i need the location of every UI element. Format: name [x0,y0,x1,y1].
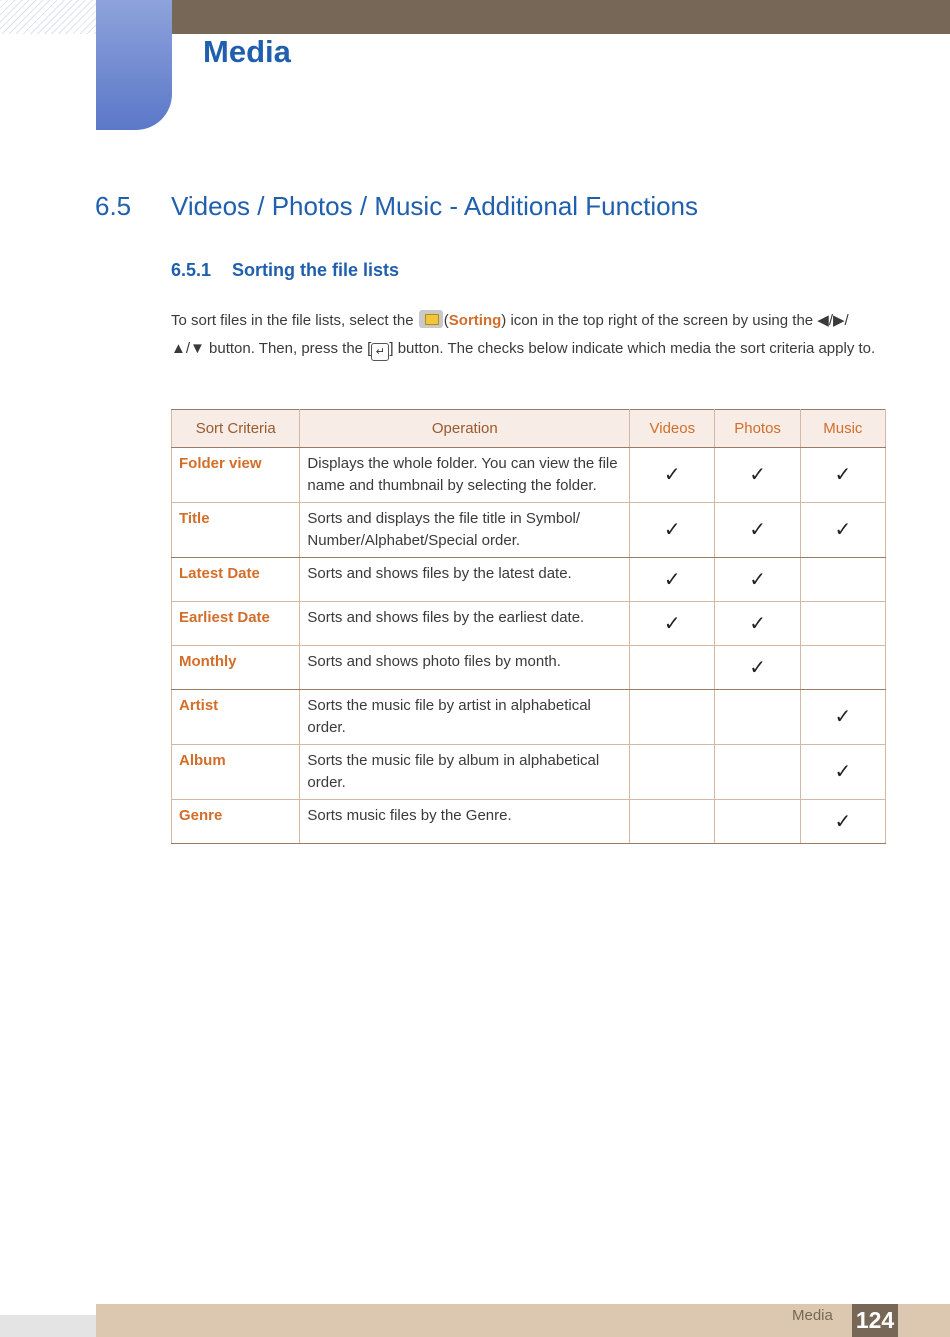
music-check-cell: ✓ [800,800,885,844]
music-check-cell: ✓ [800,503,885,558]
videos-check-cell: ✓ [630,503,715,558]
photos-check-cell [715,745,800,800]
enter-icon: ↵ [371,343,389,361]
photos-check-cell: ✓ [715,503,800,558]
videos-check-cell [630,800,715,844]
operation-cell: Sorts the music file by artist in alphabetical order. [300,690,630,745]
table-header-row [172,410,886,448]
header-hatch-decoration [0,0,96,34]
subsection-title: Sorting the file lists [232,260,400,280]
table-row [172,690,886,745]
table-row [172,745,886,800]
criteria-cell: Latest Date [172,558,300,602]
intro-paragraph [171,307,891,363]
operation-cell: Displays the whole folder. You can view the file name and thumbnail by selecting the folder. [300,448,630,503]
section-number: 6.5 [95,191,132,221]
folder-icon [419,310,443,328]
criteria-cell: Title [172,503,300,558]
table-row [172,448,886,503]
intro-text-4: ] button. The checks below indicate which media the sort criteria apply to. [389,340,876,357]
operation-cell: Sorts and displays the file title in Symbol/ Number/Alphabet/Special order. [300,503,630,558]
operation-cell: Sorts and shows files by the earliest date. [300,602,630,646]
sort-criteria-table [171,409,886,844]
photos-check-cell: ✓ [715,448,800,503]
operation-cell: Sorts the music file by album in alphabetical order. [300,745,630,800]
music-check-cell [800,646,885,690]
intro-text-1: To sort files in the file lists, select the [171,312,418,329]
operation-cell: Sorts music files by the Genre. [300,800,630,844]
footer-left-bar [0,1315,96,1337]
sorting-label: Sorting [448,312,502,329]
videos-check-cell [630,690,715,745]
videos-check-cell [630,745,715,800]
criteria-cell: Folder view [172,448,300,503]
intro-text-2: ) icon in the top right of the screen by using the ◀/▶/ [501,312,849,329]
photos-check-cell: ✓ [715,646,800,690]
chapter-title: Media [203,34,291,69]
chapter-tab-decoration [96,0,172,130]
operation-cell: Sorts and shows files by the latest date. [300,558,630,602]
music-check-cell: ✓ [800,745,885,800]
photos-check-cell [715,690,800,745]
table-row [172,800,886,844]
subsection-number: 6.5.1 [171,260,212,280]
photos-check-cell [715,800,800,844]
header-bar [96,0,950,34]
criteria-cell: Genre [172,800,300,844]
videos-check-cell: ✓ [630,448,715,503]
table-row [172,503,886,558]
footer-label: Media [792,1307,833,1324]
table-row [172,558,886,602]
criteria-cell: Earliest Date [172,602,300,646]
criteria-cell: Monthly [172,646,300,690]
music-check-cell [800,558,885,602]
table-row [172,646,886,690]
operation-cell: Sorts and shows photo files by month. [300,646,630,690]
photos-check-cell: ✓ [715,602,800,646]
videos-check-cell: ✓ [630,558,715,602]
intro-paren: ( [443,312,449,329]
header-sort-criteria: Sort Criteria [172,410,300,448]
header-operation: Operation [300,410,630,448]
music-check-cell: ✓ [800,690,885,745]
header-music: Music [800,410,885,448]
criteria-cell: Artist [172,690,300,745]
section-title: Videos / Photos / Music - Additional Functions [171,191,699,221]
photos-check-cell: ✓ [715,558,800,602]
videos-check-cell [630,646,715,690]
subsection-heading [171,260,399,281]
music-check-cell [800,602,885,646]
intro-text-3: ▲/▼ button. Then, press the [ [171,340,372,357]
header-videos: Videos [630,410,715,448]
page-number: 124 [852,1304,898,1337]
videos-check-cell: ✓ [630,602,715,646]
table-row [172,602,886,646]
criteria-cell: Album [172,745,300,800]
header-photos: Photos [715,410,800,448]
music-check-cell: ✓ [800,448,885,503]
section-heading [95,191,698,222]
